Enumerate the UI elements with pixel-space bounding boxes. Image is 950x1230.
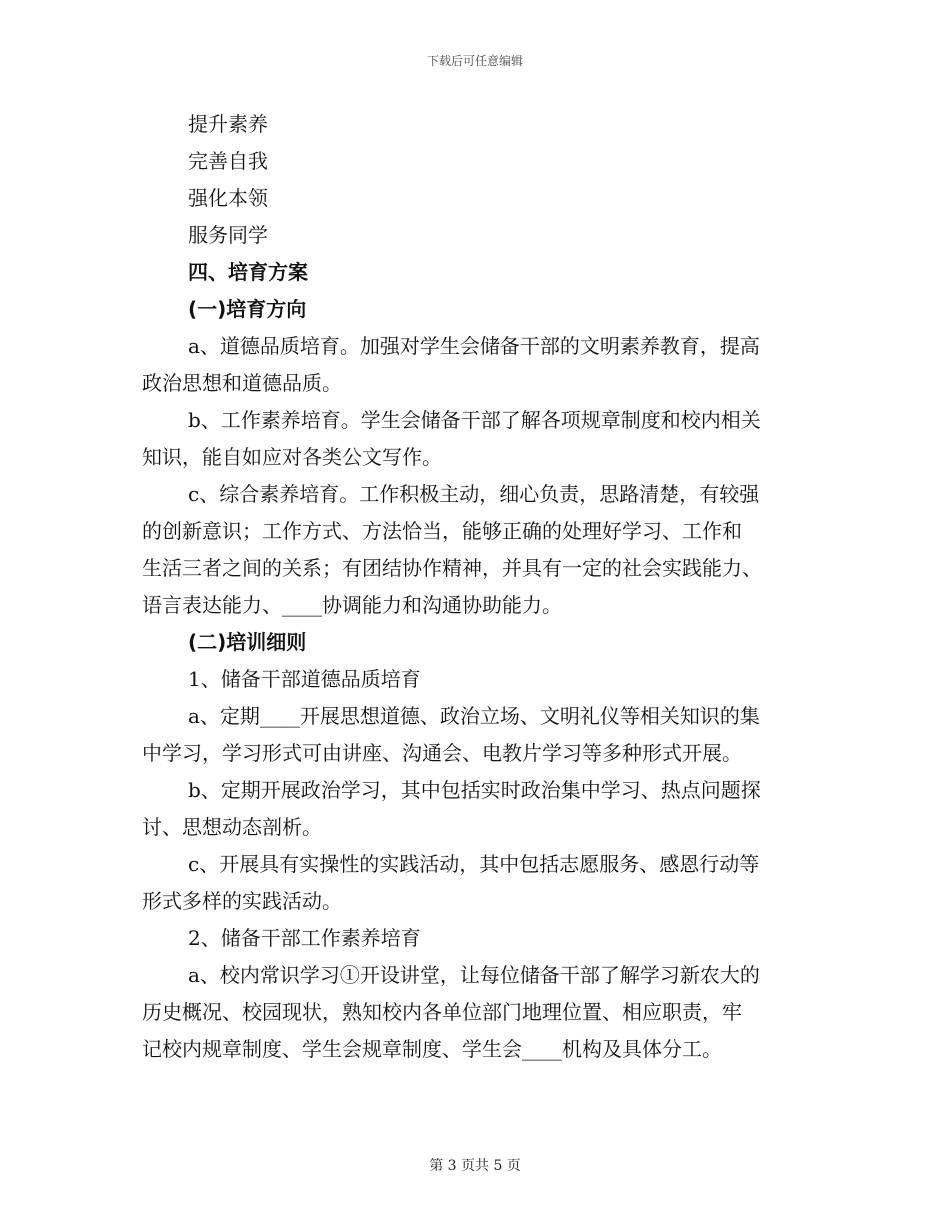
text-line: 强化本领: [188, 186, 268, 210]
paragraph-line: a、道德品质培育。加强对学生会储备干部的文明素养教育，提高: [188, 334, 760, 358]
page-footer: 第 3 页共 5 页: [429, 1158, 521, 1174]
paragraph-line: c、开展具有实操性的实践活动，其中包括志愿服务、感恩行动等: [188, 852, 760, 876]
paragraph-line: 知识，能自如应对各类公文写作。: [142, 445, 442, 469]
subsection-heading: (一)培育方向: [188, 297, 307, 321]
paragraph-line: b、工作素养培育。学生会储备干部了解各项规章制度和校内相关: [188, 408, 761, 432]
page-header: 下载后可任意编辑: [426, 54, 523, 68]
paragraph-line: a、校内常识学习①开设讲堂，让每位储备干部了解学习新农大的: [188, 963, 760, 987]
paragraph-line: c、综合素养培育。工作积极主动，细心负责，思路清楚，有较强: [188, 482, 760, 506]
text-line: 完善自我: [188, 149, 268, 173]
item-heading: 2、储备干部工作素养培育: [188, 926, 421, 950]
paragraph-line: 形式多样的实践活动。: [142, 889, 342, 913]
paragraph-line: 中学习，学习形式可由讲座、沟通会、电教片学习等多种形式开展。: [142, 741, 742, 765]
paragraph-line: 记校内规章制度、学生会规章制度、学生会____机构及具体分工。: [142, 1037, 722, 1061]
paragraph-line: b、定期开展政治学习，其中包括实时政治集中学习、热点问题探: [188, 778, 761, 802]
item-heading: 1、储备干部道德品质培育: [188, 667, 421, 691]
subsection-heading: (二)培训细则: [188, 630, 307, 654]
paragraph-line: 语言表达能力、____协调能力和沟通协助能力。: [142, 593, 562, 617]
paragraph-line: a、定期____开展思想道德、政治立场、文明礼仪等相关知识的集: [188, 704, 760, 728]
paragraph-line: 生活三者之间的关系；有团结协作精神，并具有一定的社会实践能力、: [142, 556, 762, 580]
paragraph-line: 讨、思想动态剖析。: [142, 815, 322, 839]
text-line: 服务同学: [188, 223, 268, 247]
section-heading: 四、培育方案: [188, 260, 308, 284]
document-body: [142, 106, 808, 1068]
text-line: 提升素养: [188, 112, 268, 136]
paragraph-line: 的创新意识；工作方式、方法恰当，能够正确的处理好学习、工作和: [142, 519, 742, 543]
paragraph-line: 政治思想和道德品质。: [142, 371, 342, 395]
paragraph-line: 历史概况、校园现状，熟知校内各单位部门地理位置、相应职责，牢: [142, 1000, 742, 1024]
